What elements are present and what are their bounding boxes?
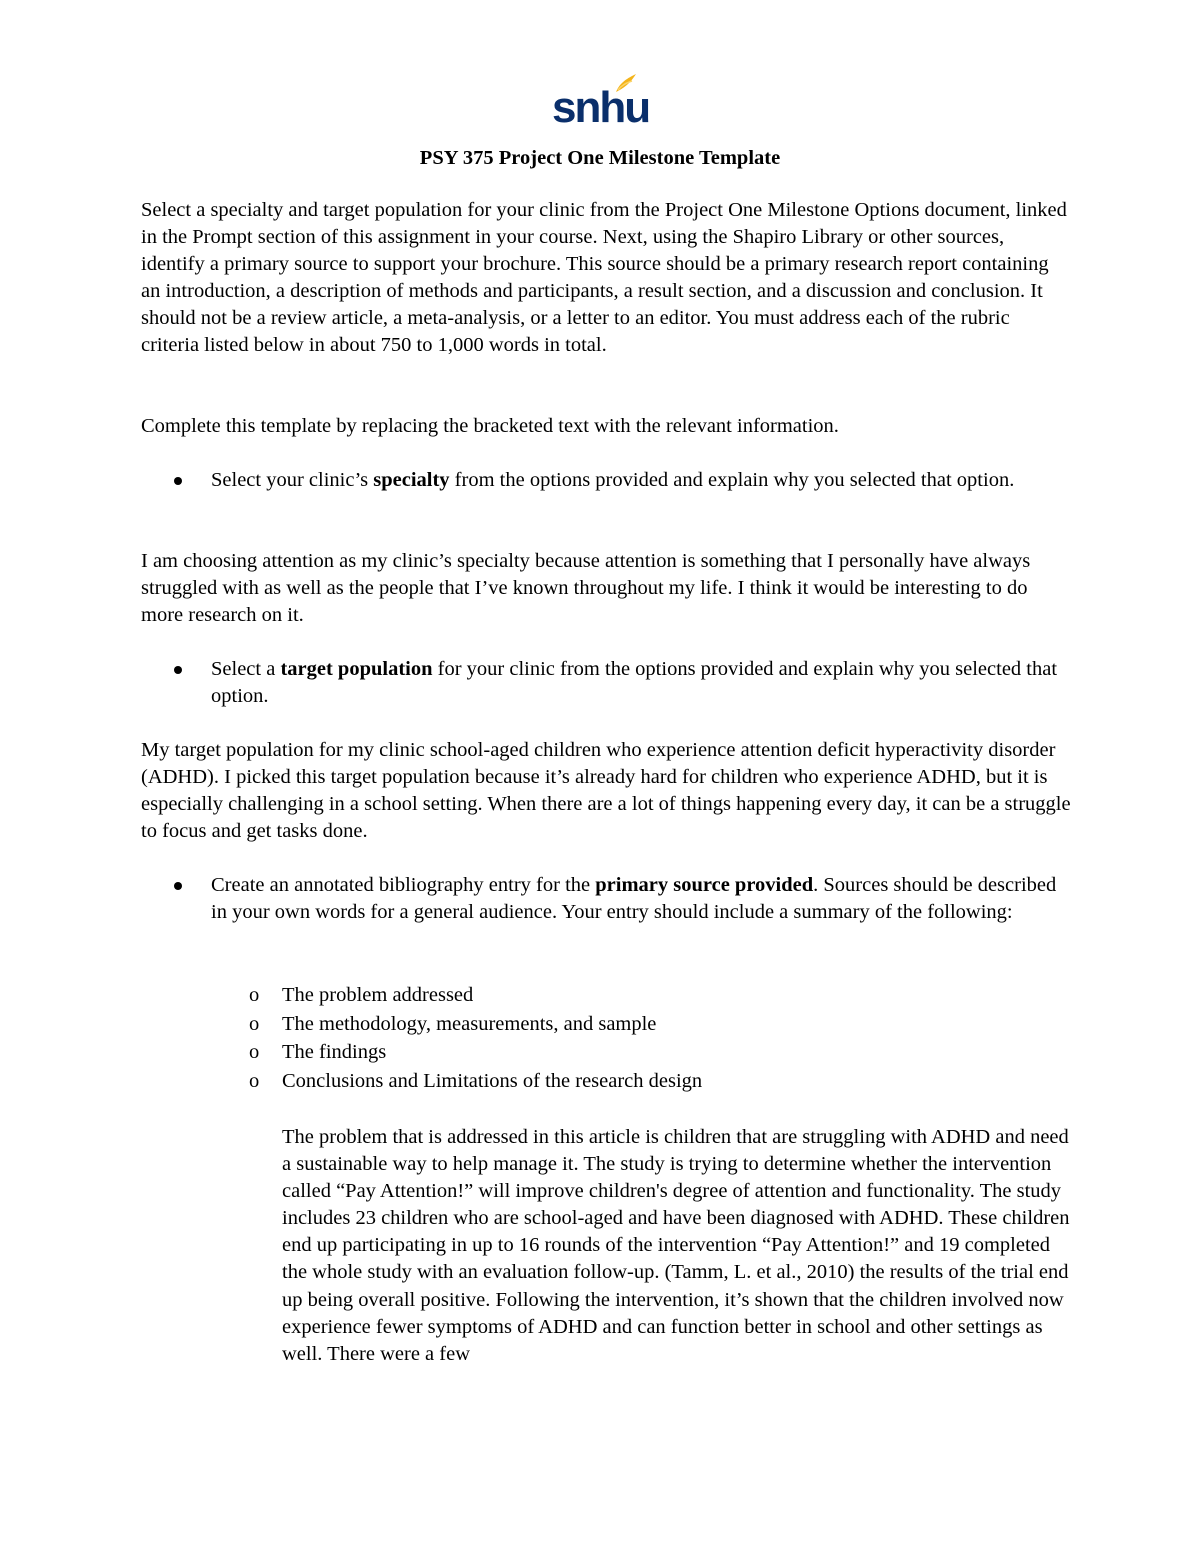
instruction-paragraph: Complete this template by replacing the bracketed text with the relevant information.	[141, 415, 839, 437]
bullet-icon	[174, 666, 182, 674]
bullet-icon	[174, 882, 182, 890]
annotated-bibliography-entry: The problem that is addressed in this article is children that are struggling with ADHD and need a sustainable way to help manage it. The study is trying to determine whether the intervention called “Pay Attention!” will improve children's degree of attention and functionality. The study includes 23 children who are school-aged and have been diagnosed with ADHD. These children end up participating in up to 16 rounds of the intervention “Pay Attention!” and 19 completed the whole study with an evaluation follow-up. (Tamm, L. et al., 2010) the results of the trial end up being overall positive. Following the intervention, it’s shown that the children involved now experience fewer symptoms of ADHD and can function better in school and other settings as well. There were a few	[282, 1126, 1070, 1365]
bullet-text: Create an annotated bibliography entry for the primary source provided. Sources should be described in your own words for a general audience. Your entry should include a summary of the following:	[211, 874, 1057, 923]
circle-bullet-icon: o	[249, 1069, 260, 1092]
answer-specialty: I am choosing attention as my clinic’s specialty because attention is something that I personally have always struggled with as well as the people that I’ve known throughout my life. I think it would be interesting to do more research on it.	[141, 550, 1031, 626]
sub-list-item: o Conclusions and Limitations of the research design	[249, 1067, 1049, 1096]
circle-bullet-icon: o	[249, 984, 260, 1006]
circle-bullet-icon: o	[249, 1012, 260, 1035]
bullet-icon	[174, 477, 182, 485]
page-title: PSY 375 Project One Milestone Template	[419, 147, 781, 169]
circle-bullet-icon: o	[249, 1041, 260, 1063]
answer-target-population: My target population for my clinic school-aged children who experience attention deficit hyperactivity disorder (ADHD). I picked this target population because it’s already hard for children who experience ADHD, but it is especially challenging in a school setting. When there are a lot of things happening every day, it can be a struggle to focus and get tasks done.	[141, 739, 1071, 842]
bullet-text: Select your clinic’s specialty from the options provided and explain why you selected that option.	[211, 469, 1015, 491]
sub-list-item: o The problem addressed	[249, 981, 1049, 1010]
intro-paragraph: Select a specialty and target population for your clinic from the Project One Milestone Options document, linked in the Prompt section of this assignment in your course. Next, using the Shapiro Library or other sources, identify a primary source to support your brochure. This source should be a primary research report containing an introduction, a description of methods and participants, a result section, and a discussion and conclusion. It should not be a review article, a meta-analysis, or a letter to an editor. You must address each of the rubric criteria listed below in about 750 to 1,000 words in total.	[141, 199, 1067, 356]
bullet-text: Select a target population for your clinic from the options provided and explain why you selected that option.	[211, 658, 1058, 707]
flame-icon	[614, 72, 638, 94]
sub-list-item: o The methodology, measurements, and sample	[249, 1010, 1049, 1039]
sub-list-item: o The findings	[249, 1038, 1049, 1067]
snhu-logo	[552, 72, 650, 132]
logo-wordmark: snhu	[552, 83, 650, 132]
